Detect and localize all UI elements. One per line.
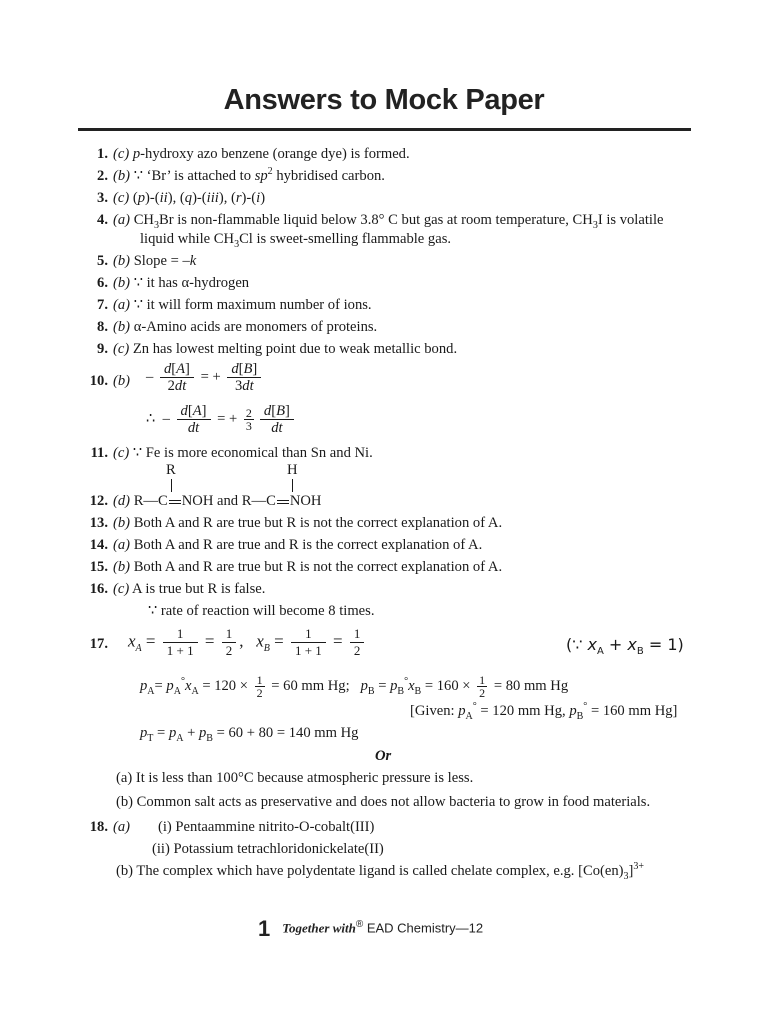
answer-11 bbox=[88, 445, 373, 462]
answer-number: 9. bbox=[97, 341, 108, 357]
answer-text: ∵ it has α-hydrogen bbox=[133, 275, 250, 291]
answer-number: 10. bbox=[89, 373, 108, 389]
answer-4 bbox=[88, 212, 663, 229]
answer-number: 1. bbox=[97, 146, 108, 162]
q12-formula-3: NOH bbox=[289, 493, 322, 509]
answer-text: Both A and R are true but R is not the correct explanation of A. bbox=[133, 559, 503, 575]
book-title: EAD Chemistry—12 bbox=[366, 920, 484, 936]
answer-3 bbox=[88, 190, 265, 207]
double-bond bbox=[169, 500, 181, 504]
answer-number: 15. bbox=[89, 559, 108, 575]
answer-9 bbox=[88, 341, 457, 358]
answer-text: p-hydroxy azo benzene (orange dye) is formed. bbox=[132, 146, 410, 162]
answer-number: 6. bbox=[97, 275, 108, 291]
page-title: Answers to Mock Paper bbox=[223, 84, 545, 116]
answer-6 bbox=[88, 275, 249, 292]
answer-13 bbox=[88, 515, 502, 532]
answer-number: 4. bbox=[97, 212, 108, 228]
answer-text: ∵ it will form maximum number of ions. bbox=[133, 297, 372, 313]
q12-substituent-h: H bbox=[287, 462, 298, 478]
together-with-logo: Together with bbox=[282, 920, 356, 936]
q10-equation-1: – $\frac{d[A]}{2dt}$ = + $\frac{d[B]}{3dt}$ bbox=[146, 361, 264, 394]
answer-text: (p)-(ii), (q)-(iii), (r)-(i) bbox=[132, 190, 266, 206]
q12-formula-1: R—C bbox=[133, 493, 168, 509]
answer-16-note: ∵ rate of reaction will become 8 times. bbox=[148, 603, 375, 619]
title-rule bbox=[78, 128, 691, 131]
q17-sum-note: (∵ $x_A + x_B = 1$) bbox=[566, 635, 684, 658]
or-label: Or bbox=[375, 748, 392, 764]
answer-option: (b) bbox=[113, 253, 131, 269]
page-footer: 1 Together with® EAD Chemistry—12 bbox=[258, 916, 484, 941]
answer-text: Both A and R are true but R is not the correct explanation of A. bbox=[133, 515, 503, 531]
q12-bond-right bbox=[292, 479, 293, 492]
answer-2 bbox=[88, 168, 385, 185]
answer-14 bbox=[88, 537, 482, 554]
answer-4-continued: liquid while $CH_3Cl$ is sweet-smelling flammable gas. bbox=[140, 231, 452, 250]
q18-part-i: (i) Pentaammine nitrito-O-cobalt(III) bbox=[158, 819, 375, 835]
q17-given-line: [Given: $p_A^\circ = 120$ mm Hg, $p_B^\circ = 160$ mm Hg] bbox=[410, 701, 678, 722]
page-number: 1 bbox=[258, 916, 271, 941]
answer-number: 2. bbox=[97, 168, 108, 184]
q17-part-a: (a) It is less than 100°C because atmospheric pressure is less. bbox=[116, 770, 474, 786]
q17-pa-line: $p_A= p_A^\circ x_A = 120$ × $\frac{1}{2}$ = 60 mm Hg; $p_B = p_B^\circ x_B = 160$ × $\frac{1}{2}$ = 80 mm Hg bbox=[140, 673, 569, 700]
q17-part-b: (b) Common salt acts as preservative and does not allow bacteria to grow in food materials. bbox=[116, 794, 651, 810]
answer-10 bbox=[88, 373, 130, 390]
answer-number: 3. bbox=[97, 190, 108, 206]
answer-number: 13. bbox=[89, 515, 108, 531]
q17-mole-fractions: $x_A$ = $\frac{1}{1 + 1}$ = $\frac{1}{2}$ , $x_B$ = $\frac{1}{1 + 1}$ = $\frac{1}{2}$ bbox=[128, 626, 367, 659]
answer-option: (c) bbox=[113, 581, 130, 597]
answer-number: 14. bbox=[89, 537, 108, 553]
q18-part-b: (b) The complex which have polydentate ligand is called chelate complex, e.g. $[Co(en)_3]^{3+}$ bbox=[116, 861, 645, 882]
answer-number: 8. bbox=[97, 319, 108, 335]
q17-pt-line: $p_T = p_A + p_B = 60 + 80 = 140$ mm Hg bbox=[140, 725, 359, 744]
answer-8 bbox=[88, 319, 377, 336]
answer-number: 7. bbox=[97, 297, 108, 313]
double-bond bbox=[277, 500, 289, 504]
answer-option: (b) bbox=[113, 515, 131, 531]
answer-option: (b) bbox=[113, 319, 131, 335]
answer-number: 12. bbox=[89, 493, 108, 509]
answer-7 bbox=[88, 297, 372, 314]
answer-option: (c) bbox=[113, 190, 130, 206]
answer-number: 17. bbox=[89, 636, 108, 652]
answer-text: Slope = –k bbox=[133, 253, 197, 269]
answer-16 bbox=[88, 581, 265, 598]
answer-1 bbox=[88, 146, 410, 163]
answer-option: (a) bbox=[113, 537, 131, 553]
q18-part-ii: (ii) Potassium tetrachloridonickelate(II) bbox=[152, 841, 384, 857]
answer-17 bbox=[88, 636, 113, 653]
answer-number: 5. bbox=[97, 253, 108, 269]
answer-number: 16. bbox=[89, 581, 108, 597]
answer-number: 18. bbox=[89, 819, 108, 835]
answer-5 bbox=[88, 253, 196, 270]
answer-option: (c) bbox=[113, 146, 130, 162]
answer-option: (a) bbox=[113, 297, 131, 313]
answer-12 bbox=[88, 493, 321, 510]
answer-text: α-Amino acids are monomers of proteins. bbox=[133, 319, 378, 335]
answer-option: (b) bbox=[113, 373, 131, 389]
answer-option: (b) bbox=[113, 559, 131, 575]
answer-text: ∵ ‘Br’ is attached to $sp^2$ hybridised carbon. bbox=[133, 166, 385, 184]
answer-text: Both A and R are true and R is the correct explanation of A. bbox=[133, 537, 483, 553]
q10-equation-2: ∴ – $\frac{d[A]}{dt}$ = + $\frac{2}{3}$ $\frac{d[B]}{dt}$ bbox=[146, 403, 297, 436]
q12-formula-2: NOH and R—C bbox=[181, 493, 276, 509]
answer-text: ∵ Fe is more economical than Sn and Ni. bbox=[132, 445, 373, 461]
answer-number: 11. bbox=[90, 445, 108, 461]
answer-option: (a) bbox=[113, 819, 131, 835]
answer-option: (a) bbox=[113, 212, 131, 228]
answer-option: (b) bbox=[113, 275, 131, 291]
answer-text: $CH_3Br$ is non-flammable liquid below 3.8° C but gas at room temperature, $CH_3I$ is volatile bbox=[133, 212, 664, 231]
answer-text: A is true but R is false. bbox=[132, 581, 266, 597]
q12-bond-left bbox=[171, 479, 172, 492]
answer-option: (c) bbox=[113, 341, 130, 357]
answer-option: (b) bbox=[113, 168, 131, 184]
q12-substituent-r: R bbox=[166, 462, 176, 478]
answer-18 bbox=[88, 819, 130, 836]
answer-option: (d) bbox=[113, 493, 131, 509]
answer-15 bbox=[88, 559, 502, 576]
answer-option: (c) bbox=[113, 445, 130, 461]
answer-text: Zn has lowest melting point due to weak metallic bond. bbox=[132, 341, 458, 357]
